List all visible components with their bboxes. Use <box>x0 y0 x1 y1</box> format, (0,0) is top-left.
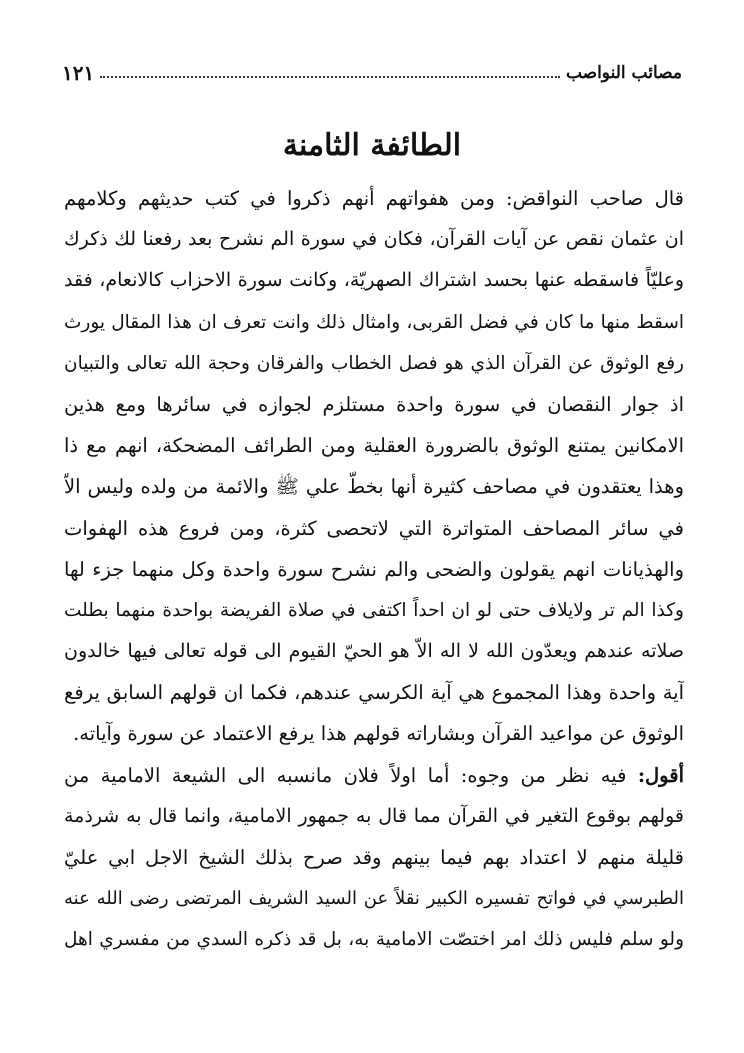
paragraph-2 <box>64 755 684 961</box>
text-line: اذ جوار النقصان في سورة واحدة مستلزم لجوازه في سائرها ومع هذين <box>64 392 684 416</box>
text-line: اسقط منها ما كان في فضل القربى، وامثال ذلك وانت تعرف ان هذا المقال يورث <box>64 311 684 333</box>
page-number: ١٢١ <box>62 61 95 85</box>
text-line: وهذا يعتقدون في مصاحف كثيرة أنها بخطّ علي ﷺ والائمة من ولده وليس الاّ <box>64 475 684 499</box>
section-title: الطائفة الثامنة <box>282 128 462 163</box>
text-line: الامكانين يمتنع الوثوق بالضرورة العقلية ومن الطرائف المضحكة، انهم مع ذا <box>64 434 684 458</box>
text-line: قال صاحب النواقض: ومن هفواتهم أنهم ذكروا في كتب حديثهم وكلامهم <box>64 187 684 210</box>
running-header <box>62 58 682 88</box>
text-line: رفع الوثوق عن القرآن الذي هو فصل الخطاب والفرقان وحجة الله تعالى والتبيان <box>64 352 684 374</box>
text-line: صلاته عندهم ويعدّون الله لا اله الاّ هو الحيّ القيوم الى قوله تعالى فيها خالدون <box>64 640 684 663</box>
text-line: الوثوق عن مواعيد القرآن وبشاراته قولهم هذا يرفع الاعتماد عن سورة وآياته. <box>73 722 684 746</box>
text-line: قليلة منهم لا اعتداد بهم فيما بينهم وقد صرح بذلك الشيخ الاجل ابي عليّ <box>64 846 684 869</box>
text-line: وكذا الم تر ولايلاف حتى لو ان احداً اكتفى في صلاة الفريضة بواحدة منهما بطلت <box>64 599 684 621</box>
lead-line-text: فيه نظر من وجوه: أما اولاً فلان مانسبه الى الشيعة الامامية من <box>64 763 638 787</box>
text-line: ان عثمان نقص عن آيات القرآن، فكان في سورة الم نشرح بعد رفعنا لك ذكرك <box>64 228 684 251</box>
text-line: ولو سلم فليس ذلك امر اختصّت الامامية به، بل قد ذكره السدي من مفسري اهل <box>64 929 684 951</box>
text-line <box>64 755 684 796</box>
paragraph-1 <box>64 178 684 755</box>
text-line: والهذيانات انهم يقولون والضحى والم نشرح سورة واحدة وكل منهما جزء لها <box>64 557 684 581</box>
running-title: مصائب النواصب <box>565 63 682 83</box>
text-line: وعليّاً فاسقطه عنها بحسد اشتراك الصهريّة، وكانت سورة الاحزاب كالانعام، فقد <box>64 269 684 292</box>
header-dot-leader <box>100 76 560 78</box>
main-text <box>64 178 684 961</box>
text-line: آية واحدة وهذا المجموع هي آية الكرسي عندهم، فكما ان قولهم السابق يرفع <box>64 681 684 705</box>
text-line: قولهم بوقوع التغير في القرآن مما قال به جمهور الامامية، وانما قال به شرذمة <box>64 804 684 827</box>
paragraph-lead: أقول: <box>637 763 684 787</box>
text-line: الطبرسي في فواتح تفسيره الكبير نقلاً عن السيد الشريف المرتضى رضى الله عنه <box>64 888 684 910</box>
text-line: في سائر المصاحف المتواترة التي لاتحصى كثرة، ومن فروع هذه الهفوات <box>64 516 684 540</box>
